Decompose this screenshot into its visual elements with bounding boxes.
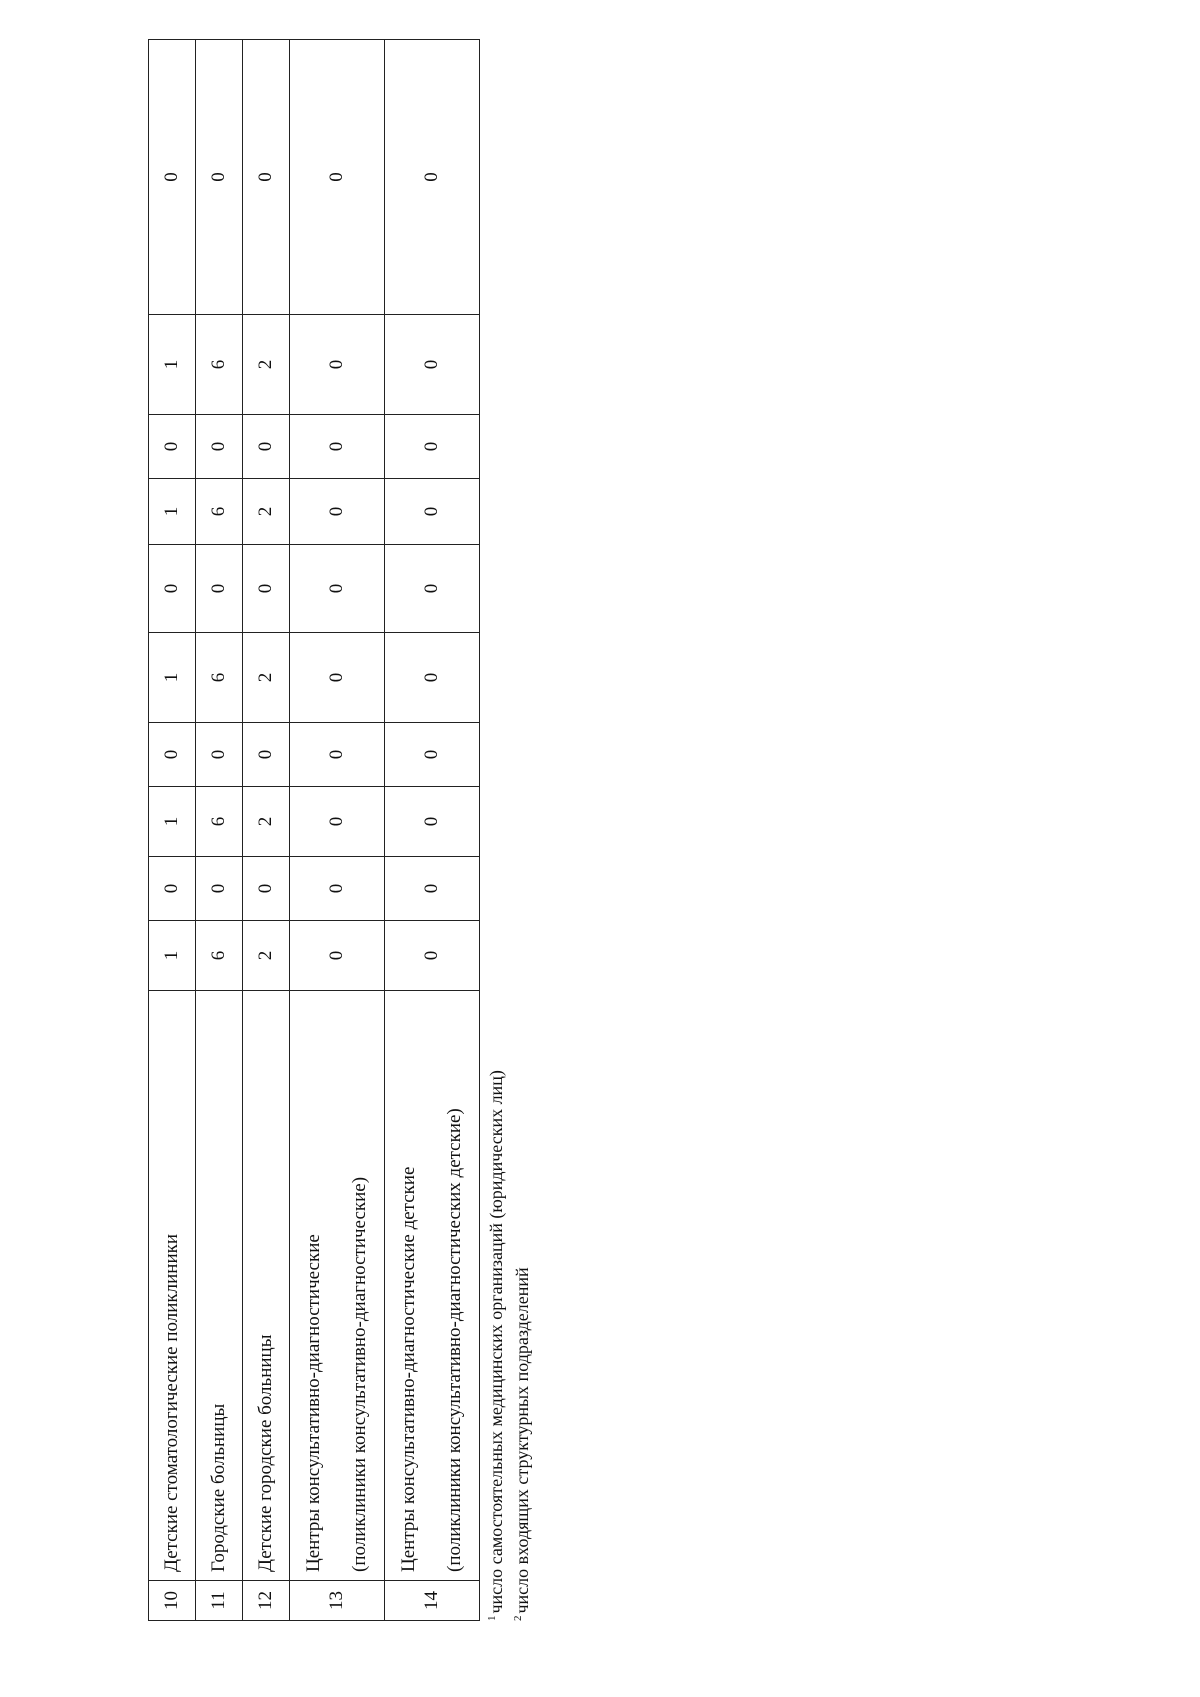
table-cell: 0 xyxy=(196,40,243,315)
table-cell: 0 xyxy=(385,545,480,633)
table-cell: 0 xyxy=(290,633,385,723)
table-cell: 0 xyxy=(243,857,290,921)
table-cell: 0 xyxy=(385,921,480,991)
table-cell: 0 xyxy=(290,415,385,479)
table-row xyxy=(196,40,243,1621)
table-row xyxy=(290,40,385,1621)
table-cell: 0 xyxy=(149,857,196,921)
footnote: $^2$число входящих структурных подразделений xyxy=(512,1267,532,1621)
table-cell: 0 xyxy=(290,40,385,315)
row-number: 11 xyxy=(196,1581,243,1621)
table-cell: 6 xyxy=(196,787,243,857)
table-cell: 0 xyxy=(290,857,385,921)
table-cell: 0 xyxy=(196,723,243,787)
facilities-table xyxy=(148,39,480,1621)
table-cell: 6 xyxy=(196,315,243,415)
table-cell: 0 xyxy=(149,545,196,633)
table-cell: 6 xyxy=(196,633,243,723)
table-row xyxy=(149,40,196,1621)
row-number: 14 xyxy=(385,1581,480,1621)
row-number: 12 xyxy=(243,1581,290,1621)
table-cell: 0 xyxy=(385,315,480,415)
table-row xyxy=(385,40,480,1621)
table-cell: 1 xyxy=(149,633,196,723)
row-number: 10 xyxy=(149,1581,196,1621)
table-cell: 0 xyxy=(290,315,385,415)
table-cell: 2 xyxy=(243,921,290,991)
table-cell: 0 xyxy=(196,857,243,921)
table-cell: 0 xyxy=(290,545,385,633)
table-cell: 0 xyxy=(196,415,243,479)
facility-name: Центры консультативно-диагностические детские (поликлиники консультативно-диагностических детские) xyxy=(385,991,480,1581)
table-cell: 0 xyxy=(290,787,385,857)
table-cell: 0 xyxy=(149,415,196,479)
table-cell: 0 xyxy=(243,723,290,787)
table-cell: 0 xyxy=(385,479,480,545)
table-cell: 0 xyxy=(385,723,480,787)
table-cell: 2 xyxy=(243,787,290,857)
facility-name: Детские стоматологические поликлиники xyxy=(149,991,196,1581)
table-row xyxy=(243,40,290,1621)
table-cell: 6 xyxy=(196,479,243,545)
table-cell: 0 xyxy=(290,921,385,991)
table-cell: 0 xyxy=(290,479,385,545)
table-cell: 1 xyxy=(149,315,196,415)
footnote: $^1$число самостоятельных медицинских организаций (юридических лиц) xyxy=(486,1070,506,1621)
table-cell: 0 xyxy=(385,857,480,921)
row-number: 13 xyxy=(290,1581,385,1621)
table-cell: 0 xyxy=(243,545,290,633)
table-cell: 1 xyxy=(149,787,196,857)
table-cell: 0 xyxy=(385,415,480,479)
table-cell: 0 xyxy=(385,633,480,723)
facility-name: Центры консультативно-диагностические (поликлиники консультативно-диагностические) xyxy=(290,991,385,1581)
table-cell: 1 xyxy=(149,479,196,545)
table-cell: 0 xyxy=(385,40,480,315)
table-cell: 2 xyxy=(243,479,290,545)
table-cell: 0 xyxy=(243,415,290,479)
table-cell: 0 xyxy=(149,40,196,315)
table-cell: 2 xyxy=(243,633,290,723)
table-cell: 1 xyxy=(149,921,196,991)
footnotes xyxy=(481,1070,533,1621)
facility-name: Городские больницы xyxy=(196,991,243,1581)
table-cell: 0 xyxy=(385,787,480,857)
rotated-page-content xyxy=(148,80,532,1621)
table-cell: 0 xyxy=(196,545,243,633)
facility-name: Детские городские больницы xyxy=(243,991,290,1581)
table-cell: 2 xyxy=(243,315,290,415)
table-cell: 6 xyxy=(196,921,243,991)
table-cell: 0 xyxy=(243,40,290,315)
table-cell: 0 xyxy=(149,723,196,787)
table-cell: 0 xyxy=(290,723,385,787)
